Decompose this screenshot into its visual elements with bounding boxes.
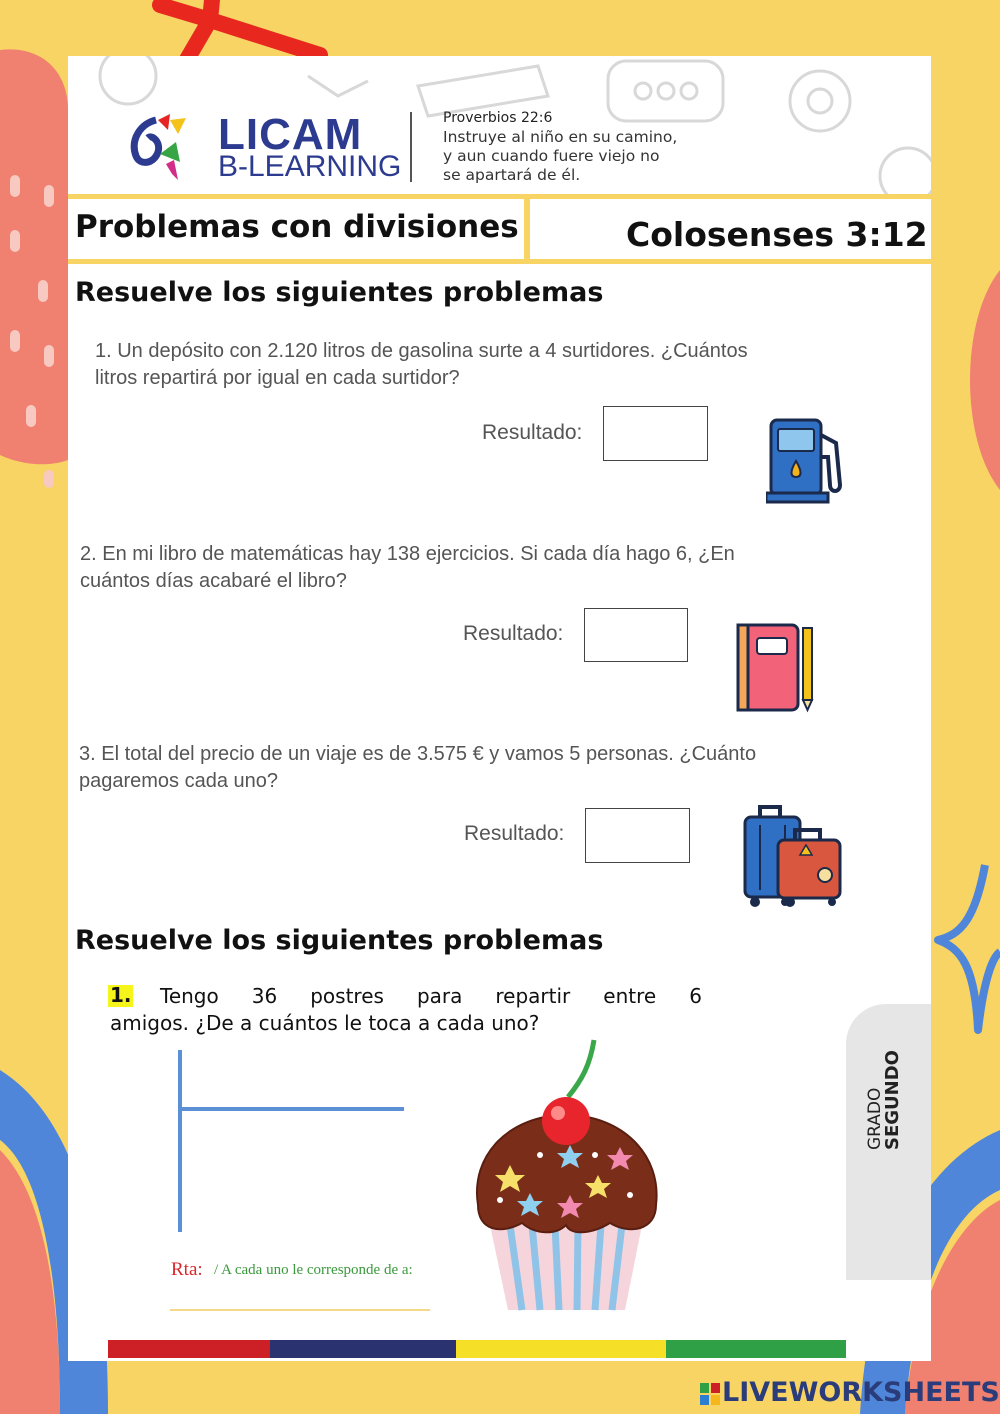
verse-line-3: se apartará de él.	[443, 166, 581, 184]
color-stripe-navy	[270, 1340, 456, 1358]
problem-4-word: entre	[603, 984, 657, 1008]
bible-reference: Colosenses 3:12	[626, 215, 928, 254]
problem-1-answer-input[interactable]	[603, 406, 708, 461]
problem-4-word: postres	[310, 984, 384, 1008]
cupcake-icon	[470, 1035, 665, 1320]
problem-4-word: 6	[689, 984, 702, 1008]
liveworksheets-logo-icon	[700, 1383, 720, 1405]
gas-pump-icon	[766, 415, 851, 505]
grade-tab-text	[866, 990, 902, 1150]
section-2-heading: Resuelve los siguientes problemas	[75, 925, 604, 956]
problem-4-line-1	[160, 984, 702, 1008]
problem-1-result-label: Resultado:	[482, 421, 583, 444]
page-title: Problemas con divisiones	[75, 209, 519, 245]
grade-tab-line-1: GRADO	[865, 1087, 885, 1150]
division-bracket-horizontal	[178, 1107, 404, 1111]
verse-line-1: Instruye al niño en su camino,	[443, 128, 678, 146]
verse-line-2: y aun cuando fuere viejo no	[443, 147, 660, 165]
answer-prefix: Rta:	[171, 1259, 203, 1280]
problem-3-result-label: Resultado:	[464, 822, 565, 845]
verse-reference: Proverbios 22:6	[443, 110, 553, 126]
licam-logo-icon	[128, 112, 208, 187]
answer-text: / A cada uno le corresponde de a:	[214, 1262, 413, 1278]
liveworksheets-brand: LIVEWORKSHEETS	[722, 1377, 1000, 1408]
problem-4-word: repartir	[495, 984, 571, 1008]
problem-2-line-1: 2. En mi libro de matemáticas hay 138 ejercicios. Si cada día hago 6, ¿En	[80, 543, 735, 565]
problem-1-line-2: litros repartirá por igual en cada surtidor?	[95, 367, 460, 389]
logo-sub-text: B-LEARNING	[218, 150, 402, 183]
answer-line-input[interactable]	[170, 1309, 430, 1311]
problem-2-line-2: cuántos días acabaré el libro?	[80, 570, 347, 592]
problem-1-line-1: 1. Un depósito con 2.120 litros de gasolina surte a 4 surtidores. ¿Cuántos	[95, 340, 748, 362]
header-divider	[410, 112, 412, 182]
color-stripe-green	[666, 1340, 846, 1358]
problem-4-word: 36	[251, 984, 278, 1008]
title-bar-bottom-rule	[68, 259, 931, 264]
title-bar-top-rule	[68, 194, 931, 199]
notebook-icon	[735, 620, 817, 715]
section-1-heading: Resuelve los siguientes problemas	[75, 277, 604, 308]
color-stripe-red	[108, 1340, 270, 1358]
problem-3-line-2: pagaremos cada uno?	[79, 770, 279, 792]
grade-tab-line-2: SEGUNDO	[882, 1050, 903, 1150]
problem-4-number: 1.	[110, 983, 132, 1007]
problem-3-answer-input[interactable]	[585, 808, 690, 863]
problem-2-result-label: Resultado:	[463, 622, 564, 645]
logo-main-text: LICAM	[218, 110, 363, 159]
problem-4-word: Tengo	[160, 984, 219, 1008]
luggage-icon	[740, 805, 845, 910]
color-stripe-yellow	[456, 1340, 666, 1358]
problem-4-line-2: amigos. ¿De a cuántos le toca a cada uno?	[110, 1011, 540, 1035]
problem-3-line-1: 3. El total del precio de un viaje es de 3.575 € y vamos 5 personas. ¿Cuánto	[79, 743, 757, 765]
problem-4-word: para	[416, 984, 463, 1008]
title-bar-separator	[524, 199, 530, 261]
problem-2-answer-input[interactable]	[584, 608, 688, 662]
division-bracket-vertical	[178, 1050, 182, 1232]
